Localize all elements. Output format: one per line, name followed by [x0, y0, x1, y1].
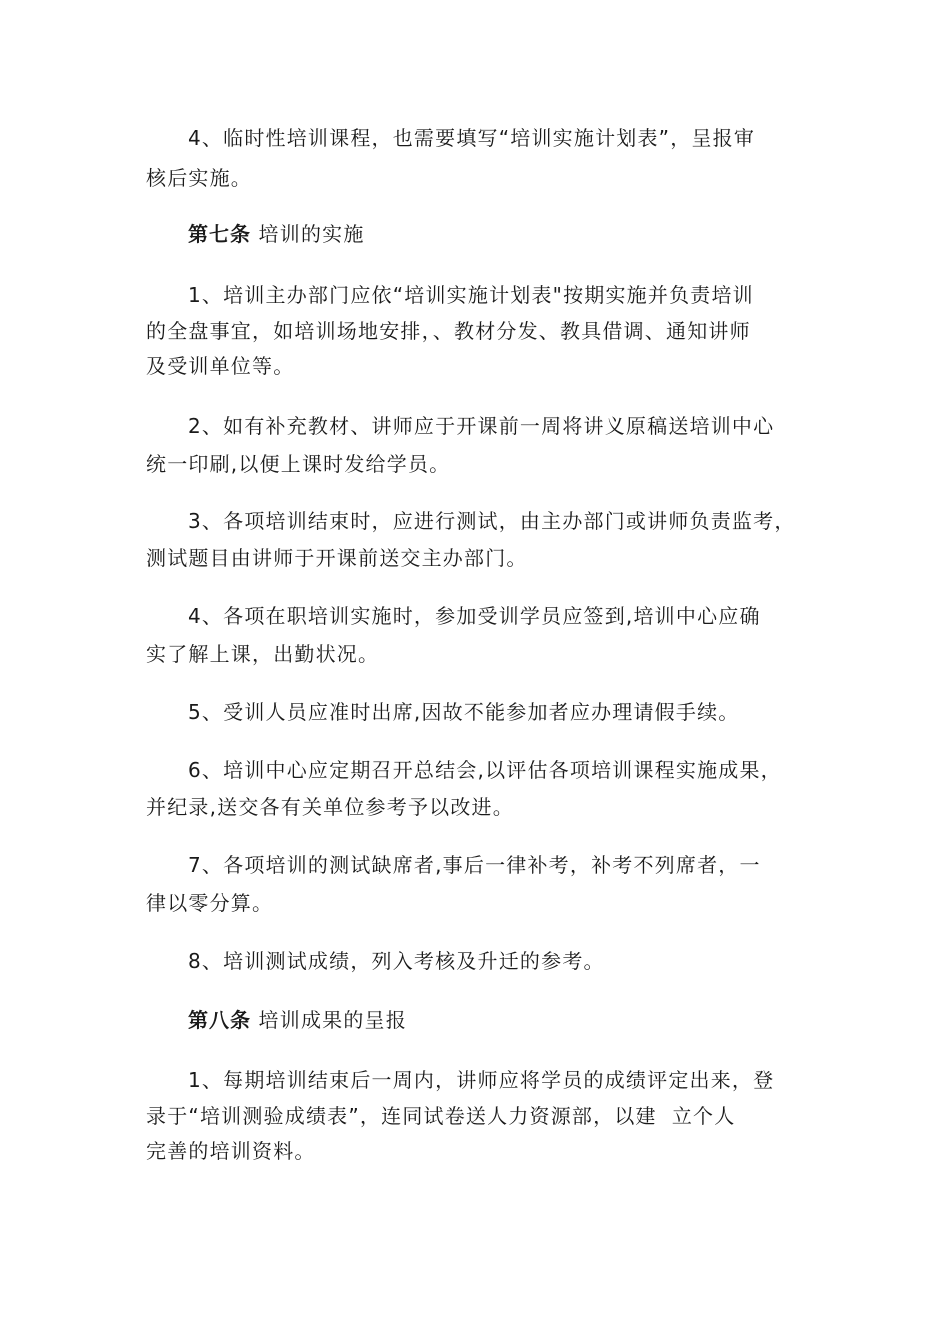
paragraph-line: 1、培训主办部门应依“培训实施计划表"按期实施并负责培训 [188, 283, 754, 307]
section-subtitle: 培训成果的呈报 [251, 1008, 407, 1032]
paragraph-line: 4、各项在职培训实施时，参加受训学员应签到,培训中心应确 [188, 604, 761, 628]
paragraph-line: 4、临时性培训课程，也需要填写“培训实施计划表”，呈报审 [188, 126, 756, 150]
paragraph-line: 及受训单位等。 [146, 354, 295, 378]
paragraph-line: 5、受训人员应准时出席,因故不能参加者应办理请假手续。 [188, 700, 740, 724]
section-heading-7 [188, 221, 365, 247]
section-subtitle: 培训的实施 [251, 222, 365, 246]
paragraph-line: 3、各项培训结束时，应进行测试，由主办部门或讲师负责监考， [188, 509, 796, 533]
section-title: 第八条 [188, 1008, 251, 1032]
paragraph-line: 2、如有补充教材、讲师应于开课前一周将讲义原稿送培训中心 [188, 414, 775, 438]
section-title: 第七条 [188, 222, 251, 246]
paragraph-line: 并纪录,送交各有关单位参考予以改进。 [146, 795, 514, 819]
paragraph-line: 7、各项培训的测试缺席者,事后一律补考，补考不列席者，一 [188, 853, 761, 877]
paragraph-line: 核后实施。 [146, 166, 252, 190]
paragraph-line: 8、培训测试成绩，列入考核及升迁的参考。 [188, 949, 605, 973]
paragraph-line: 6、培训中心应定期召开总结会,以评估各项培训课程实施成果， [188, 758, 782, 782]
paragraph-line: 录于“培训测验成绩表”，连同试卷送人力资源部，以建 立个人 [146, 1104, 736, 1128]
paragraph-line: 测试题目由讲师于开课前送交主办部门。 [146, 546, 528, 570]
paragraph-line: 律以零分算。 [146, 891, 274, 915]
paragraph-line: 完善的培训资料。 [146, 1139, 316, 1163]
paragraph-line: 统一印刷,以便上课时发给学员。 [146, 452, 451, 476]
paragraph-line: 的全盘事宜，如培训场地安排，、教材分发、教具借调、通知讲师 [146, 319, 751, 343]
section-heading-8 [188, 1007, 407, 1033]
paragraph-line: 实了解上课，出勤状况。 [146, 642, 380, 666]
paragraph-line: 1、每期培训结束后一周内，讲师应将学员的成绩评定出来，登 [188, 1068, 775, 1092]
